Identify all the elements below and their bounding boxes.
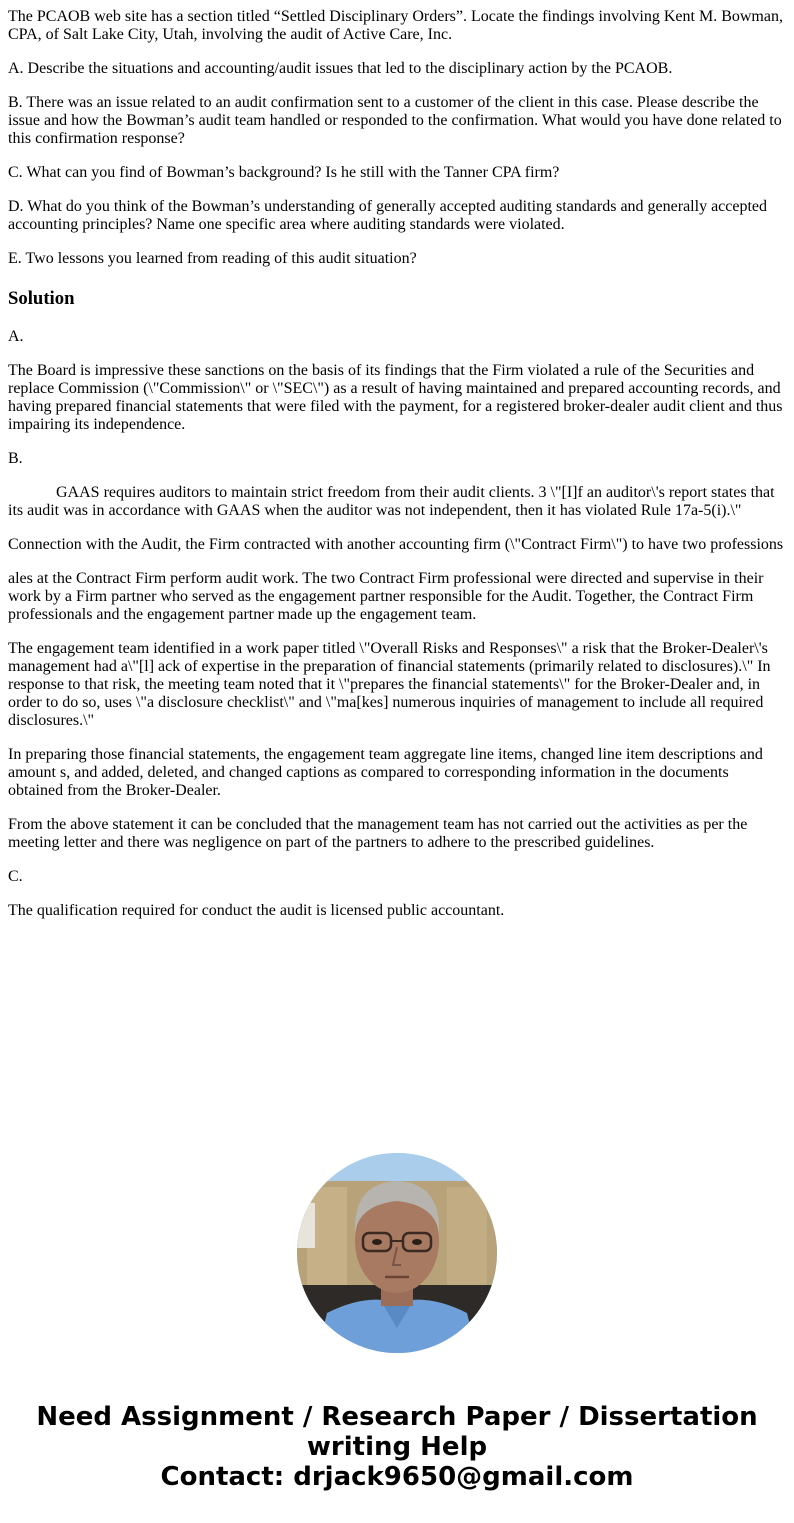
promo-contact-line: Contact: drjack9650@gmail.com <box>160 1462 634 1492</box>
solution-b-label: B. <box>8 450 23 467</box>
promo-line-1: Need Assignment / Research Paper / Dissertation <box>36 1402 758 1432</box>
solution-c-text: The qualification required for conduct the audit is licensed public accountant. <box>8 902 505 919</box>
promo-line-2: writing Help <box>306 1432 488 1462</box>
solution-a-label: A. <box>8 328 24 345</box>
question-part-e: E. Two lessons you learned from reading of this audit situation? <box>8 250 417 267</box>
solution-b-paragraph-1-text: GAAS requires auditors to maintain strict freedom from their audit clients. 3 \"[I]f an auditor\'s report states that its audit was in accordance with GAAS when the auditor was not independent, then it has violated Rule 17a-5(i).\" <box>8 484 775 519</box>
question-part-d: D. What do you think of the Bowman’s understanding of generally accepted auditing standards and generally accepted accounting principles? Name one specific area where auditing standards were violated. <box>8 198 768 233</box>
solution-b-paragraph-2: Connection with the Audit, the Firm contracted with another accounting firm (\"Contract Firm\") to have two professions <box>8 536 784 553</box>
question-part-c: C. What can you find of Bowman’s background? Is he still with the Tanner CPA firm? <box>8 164 560 181</box>
solution-b-paragraph-4: The engagement team identified in a work paper titled \"Overall Risks and Responses\" a risk that the Broker-Dealer\'s management had a\"[l] ack of expertise in the preparation of financial statements (primarily related to disclosures).\" In response to that risk, the meeting team noted that it \"prepares the financial statements\" for the Broker-Dealer and, in order to do so, uses \"a disclosure checklist\" and \"ma[kes] numerous inquiries of management to include all required disclosures.\" <box>8 640 771 729</box>
question-part-a: A. Describe the situations and accounting/audit issues that led to the disciplinary action by the PCAOB. <box>8 60 673 77</box>
solution-b-paragraph-6: From the above statement it can be concluded that the management team has not carried out the activities as per the meeting letter and there was negligence on part of the partners to adhere to the prescribed guidelines. <box>8 816 748 851</box>
solution-c-label: C. <box>8 868 23 885</box>
promo-banner <box>0 1402 794 1492</box>
solution-heading: Solution <box>8 288 75 309</box>
portrait-illustration <box>297 1153 497 1353</box>
author-avatar <box>297 1153 497 1353</box>
solution-b-paragraph-3: ales at the Contract Firm perform audit work. The two Contract Firm professional were directed and supervise in their work by a Firm partner who served as the engagement partner responsible for the Audit. Together, the Contract Firm professionals and the engagement partner made up the engagement team. <box>8 570 764 623</box>
solution-b-paragraph-1 <box>8 484 786 520</box>
solution-a-text: The Board is impressive these sanctions on the basis of its findings that the Firm violated a rule of the Securities and replace Commission (\"Commission\" or \"SEC\") as a result of having maintained and prepared accounting records, and having prepared financial statements that were filed with the payment, for a registered broker-dealer audit client and thus impairing its independence. <box>8 362 783 433</box>
question-part-b: B. There was an issue related to an audit confirmation sent to a customer of the client in this case. Please describe the issue and how the Bowman’s audit team handled or responded to the confirmation. What would you have done related to this confirmation response? <box>8 94 782 147</box>
solution-b-paragraph-5: In preparing those financial statements, the engagement team aggregate line items, changed line item descriptions and amount s, and added, deleted, and changed captions as compared to corresponding information in the documents obtained from the Broker-Dealer. <box>8 746 763 799</box>
question-intro: The PCAOB web site has a section titled “Settled Disciplinary Orders”. Locate the findings involving Kent M. Bowman, CPA, of Salt Lake City, Utah, involving the audit of Active Care, Inc. <box>8 8 783 43</box>
